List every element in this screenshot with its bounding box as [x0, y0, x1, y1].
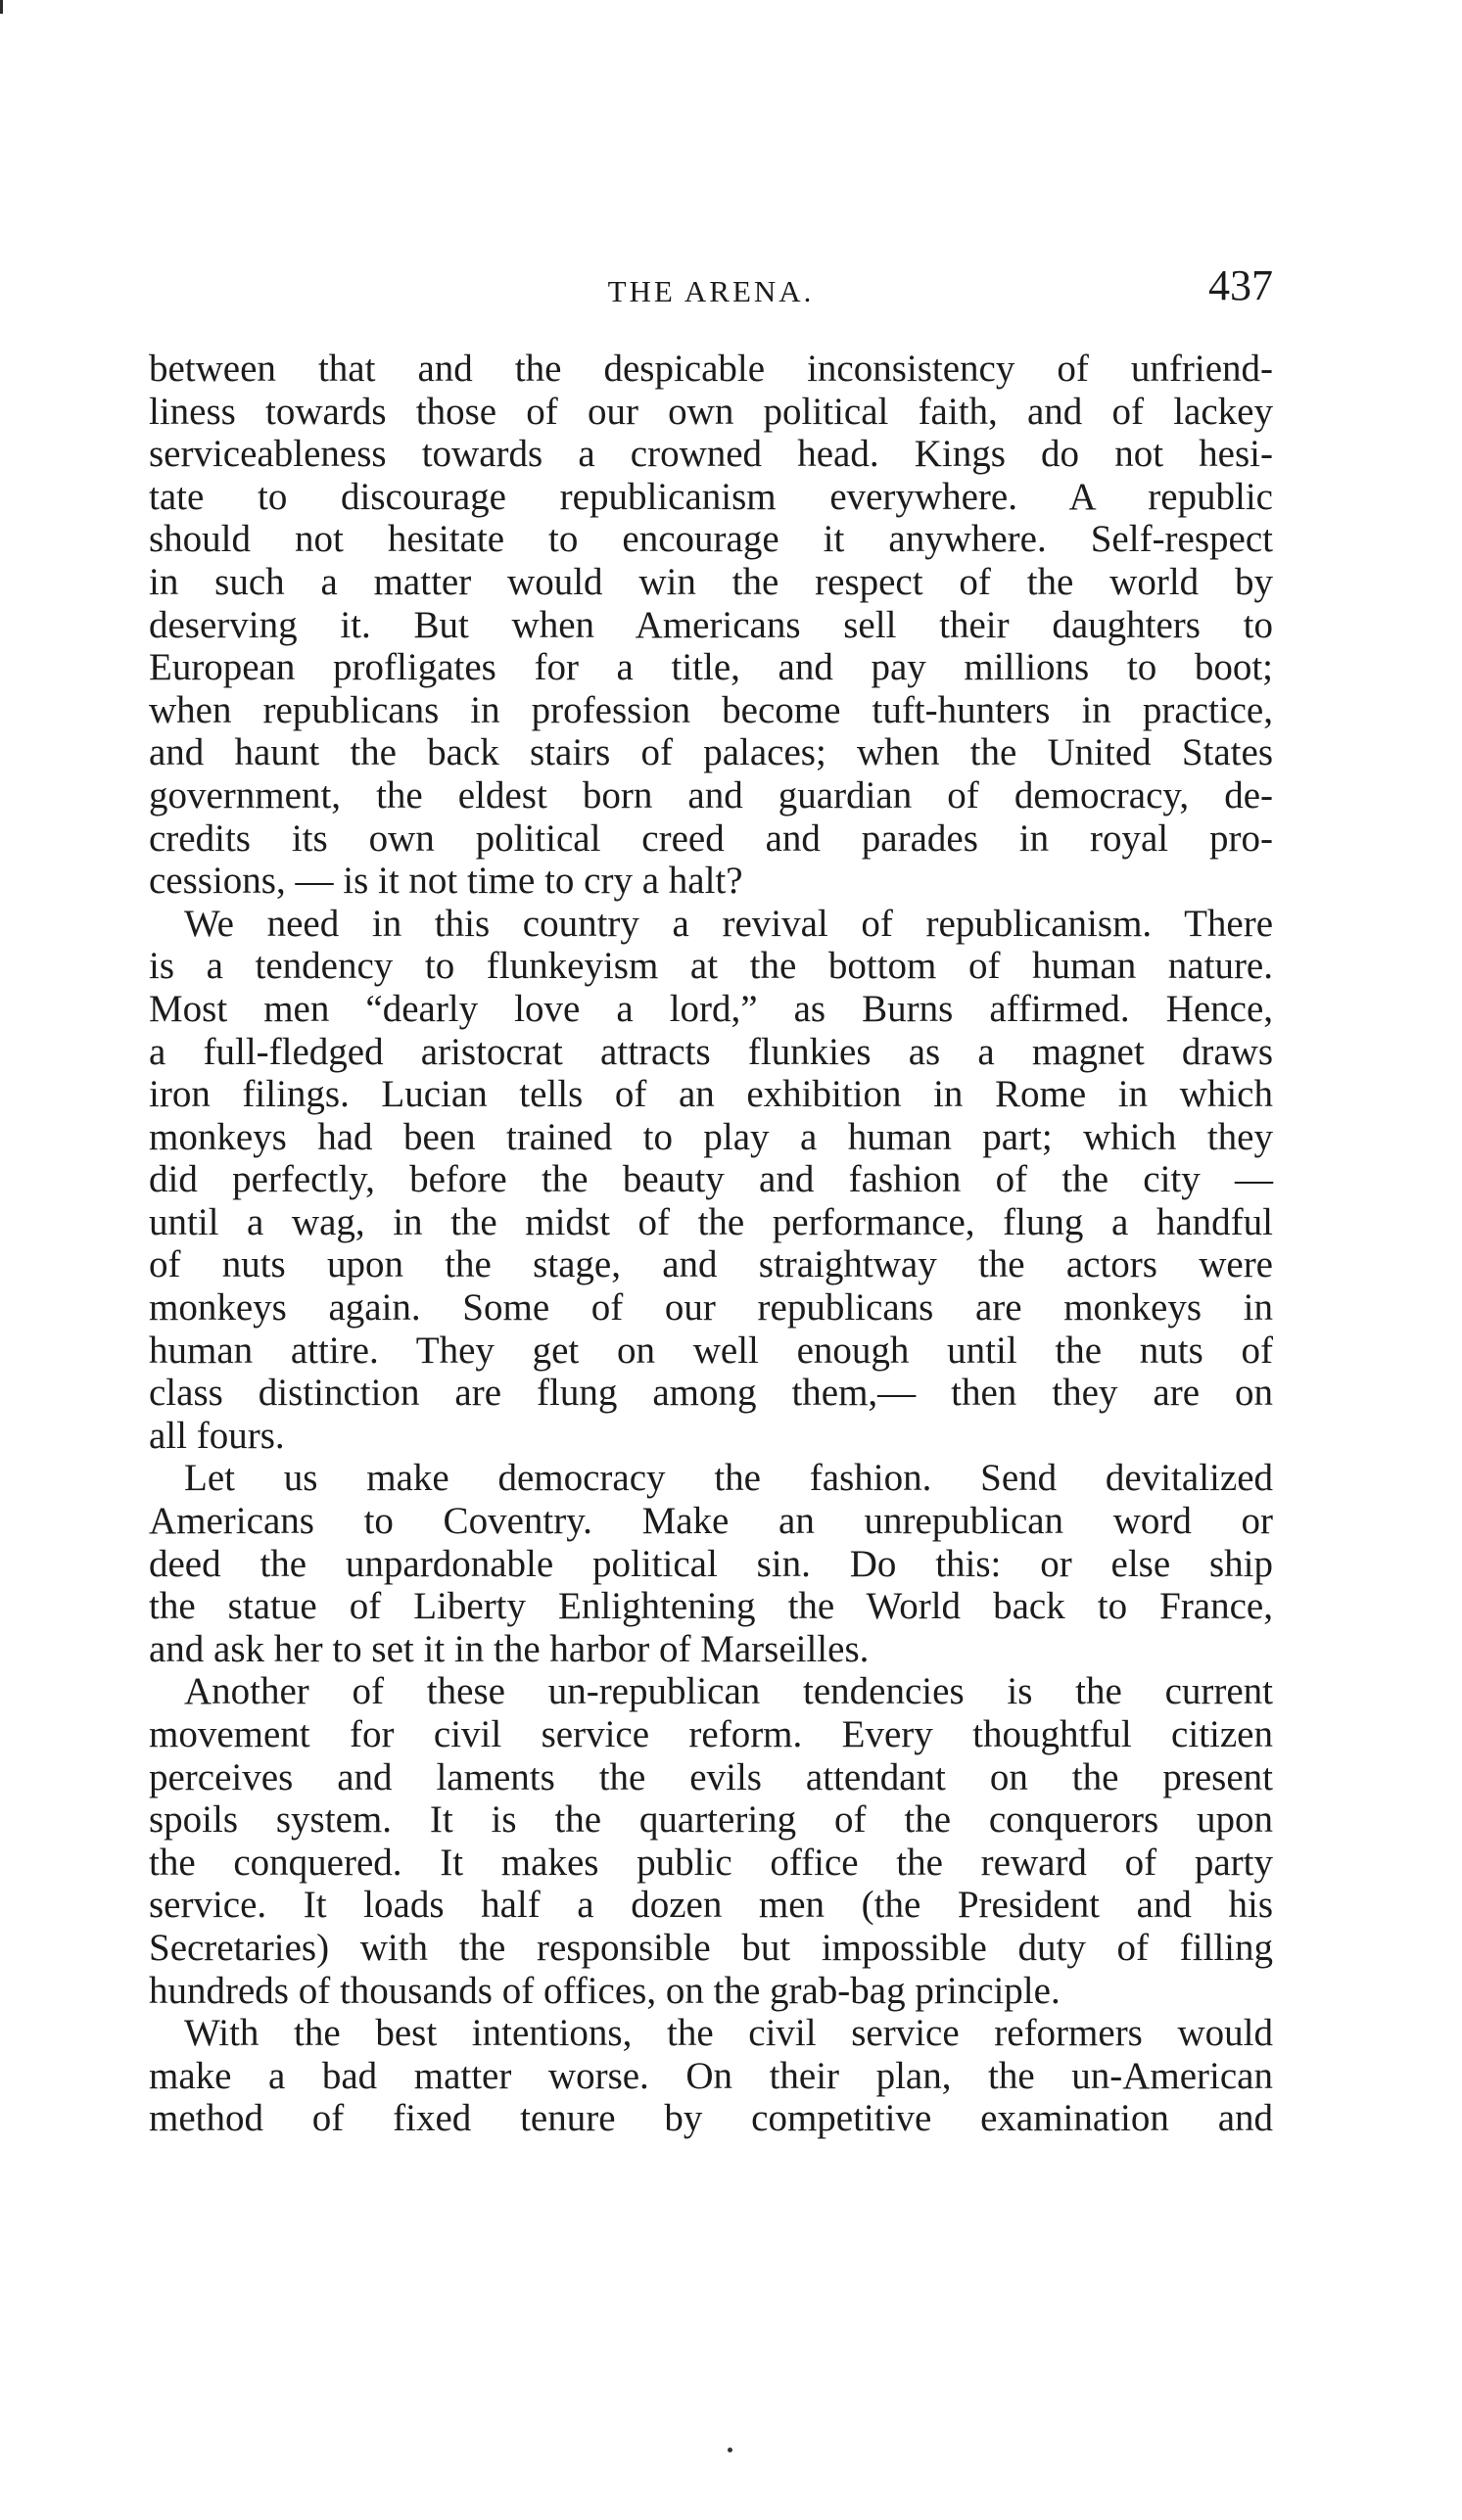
text-line: human attire. They get on well enough until the nuts of	[149, 1329, 1273, 1372]
text-line: deserving it. But when Americans sell their daughters to	[149, 603, 1273, 646]
text-line: iron filings. Lucian tells of an exhibition in Rome in which	[149, 1073, 1273, 1116]
text-line: of nuts upon the stage, and straightway the actors were	[149, 1243, 1273, 1286]
text-line: service. It loads half a dozen men (the President and his	[149, 1884, 1273, 1927]
text-line: is a tendency to flunkeyism at the bottom of human nature.	[149, 945, 1273, 988]
text-line: Another of these un-republican tendencies is the current	[184, 1670, 1273, 1713]
text-line: method of fixed tenure by competitive examination and	[149, 2097, 1273, 2140]
text-line: until a wag, in the midst of the performance, flung a handful	[149, 1200, 1273, 1243]
text-line: the conquered. It makes public office the reward of party	[149, 1841, 1273, 1884]
text-line: Most men “dearly love a lord,” as Burns affirmed. Hence,	[149, 987, 1273, 1030]
page-speck	[728, 2448, 732, 2452]
text-line: tate to discourage republicanism everywhere. A republic	[149, 475, 1273, 518]
text-line: should not hesitate to encourage it anywhere. Self-respect	[149, 518, 1273, 561]
paragraph-5	[149, 2012, 1273, 2140]
text-line: and haunt the back stairs of palaces; when the United States	[149, 731, 1273, 774]
paragraph-1	[149, 348, 1273, 903]
text-line: movement for civil service reform. Every thoughtful citizen	[149, 1713, 1273, 1755]
running-title: THE ARENA.	[607, 274, 815, 308]
paragraph-3	[149, 1457, 1273, 1670]
text-line: liness towards those of our own political faith, and of lackey	[149, 390, 1273, 433]
text-line: serviceableness towards a crowned head. Kings do not hesi-	[149, 433, 1273, 476]
text-line: did perfectly, before the beauty and fashion of the city —	[149, 1158, 1273, 1201]
text-line: monkeys had been trained to play a human part; which they	[149, 1115, 1273, 1158]
text-line: With the best intentions, the civil service reformers would	[184, 2012, 1273, 2055]
text-line: monkeys again. Some of our republicans are monkeys in	[149, 1286, 1273, 1330]
text-line: between that and the despicable inconsistency of unfriend-	[149, 348, 1273, 390]
page-edge-mark	[0, 0, 3, 14]
text-line: in such a matter would win the respect of the world by	[149, 560, 1273, 603]
text-line: when republicans in profession become tuft-hunters in practice,	[149, 688, 1273, 731]
paragraph-2	[149, 903, 1273, 1458]
page-number: 437	[1208, 261, 1273, 309]
body-text	[149, 348, 1273, 2140]
text-line: Secretaries) with the responsible but impossible duty of filling	[149, 1926, 1273, 1969]
text-line: hundreds of thousands of offices, on the grab-bag principle.	[149, 1969, 1061, 2012]
text-line: credits its own political creed and parades in royal pro-	[149, 817, 1273, 860]
text-line: class distinction are flung among them,— then they are on	[149, 1372, 1273, 1415]
text-line: cessions, — is it not time to cry a halt?	[149, 860, 743, 903]
text-line: the statue of Liberty Enlightening the World back to France,	[149, 1585, 1273, 1628]
paragraph-4	[149, 1670, 1273, 2012]
text-line: European profligates for a title, and pay millions to boot;	[149, 646, 1273, 689]
text-line: We need in this country a revival of republicanism. There	[184, 902, 1273, 945]
text-line: perceives and laments the evils attendant on the present	[149, 1755, 1273, 1798]
text-line: deed the unpardonable political sin. Do this: or else ship	[149, 1542, 1273, 1585]
text-line: a full-fledged aristocrat attracts flunkies as a magnet draws	[149, 1030, 1273, 1073]
text-line: all fours.	[149, 1414, 285, 1457]
text-line: Americans to Coventry. Make an unrepublican word or	[149, 1500, 1273, 1543]
text-line: Let us make democracy the fashion. Send devitalized	[184, 1457, 1273, 1500]
text-line: spoils system. It is the quartering of the conquerors upon	[149, 1798, 1273, 1842]
text-line: make a bad matter worse. On their plan, the un-American	[149, 2054, 1273, 2097]
running-head	[149, 257, 1273, 315]
text-line: government, the eldest born and guardian of democracy, de-	[149, 773, 1273, 817]
text-line: and ask her to set it in the harbor of Marseilles.	[149, 1627, 870, 1670]
